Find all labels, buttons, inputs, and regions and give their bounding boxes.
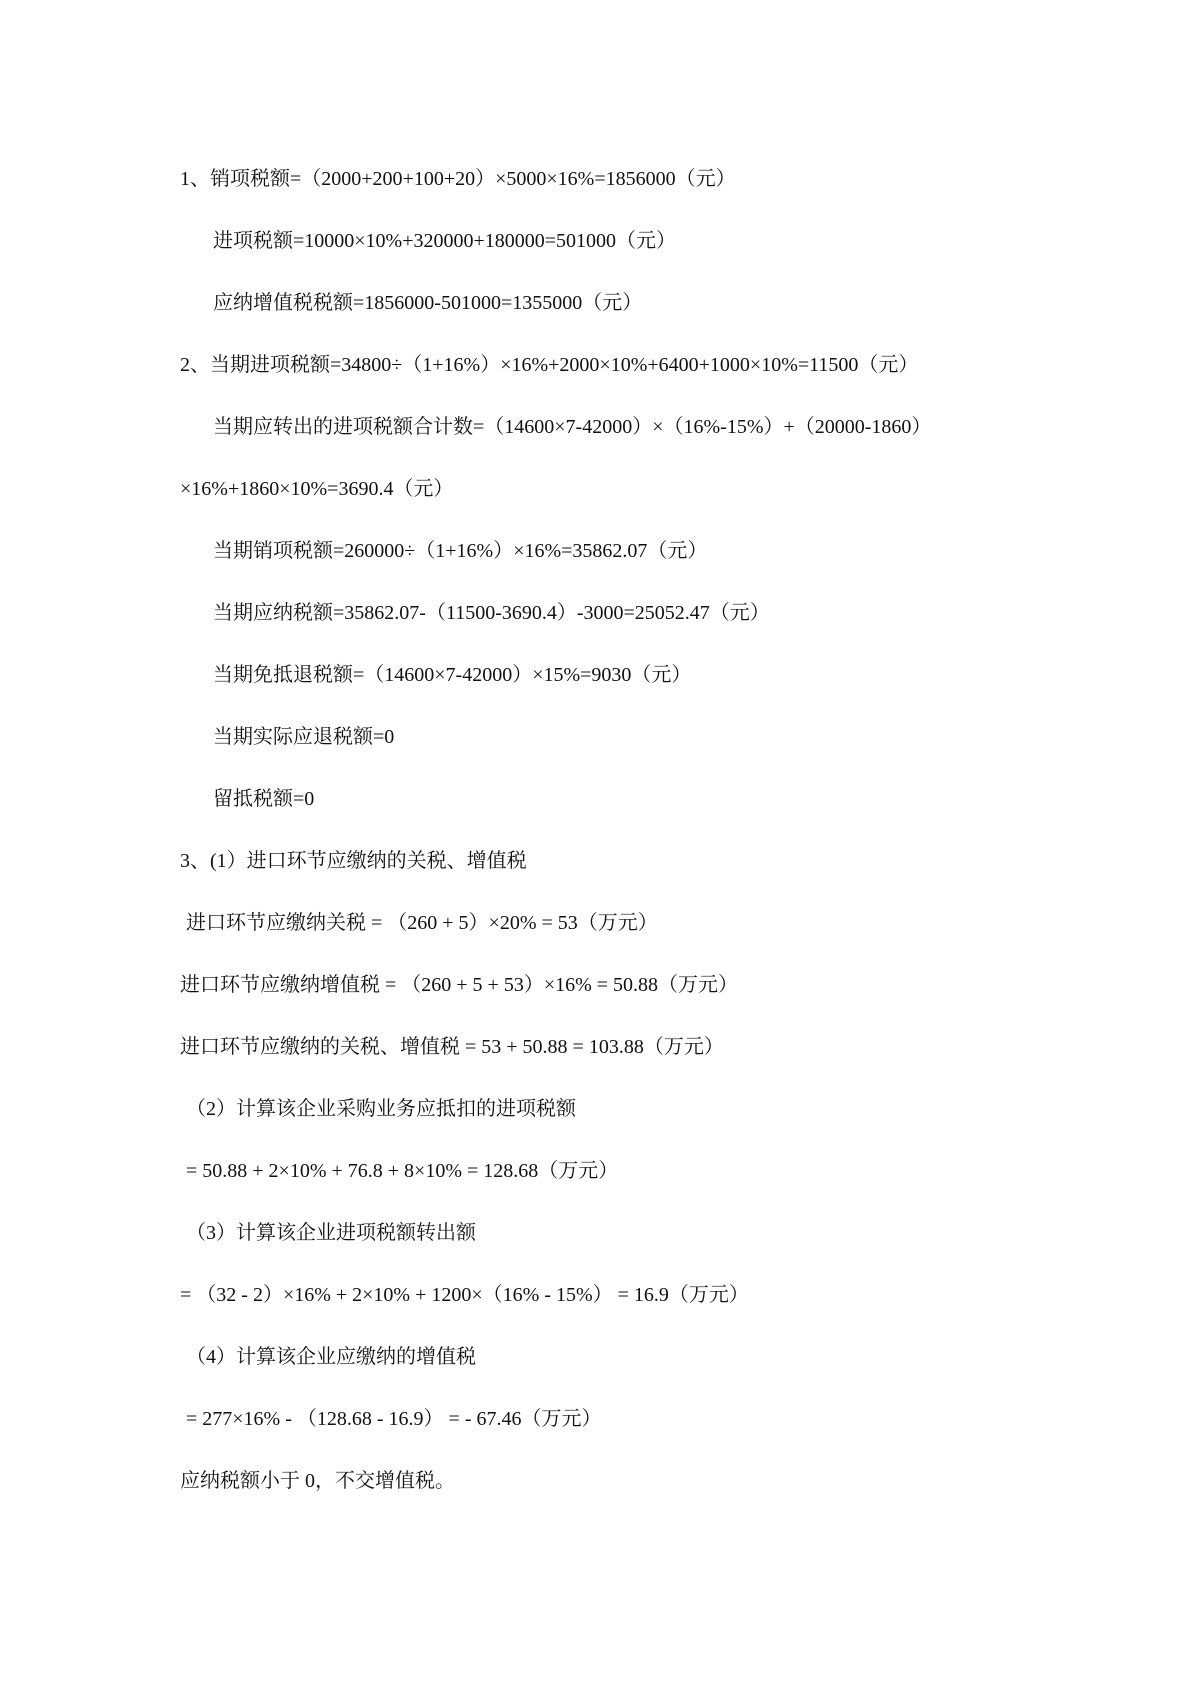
answer-2-transfer-out-cont: ×16%+1860×10%=3690.4（元） [180,478,454,500]
answer-2-retained-credit: 留抵税额=0 [213,788,315,810]
answer-3-heading-4: （4）计算该企业应缴纳的增值税 [186,1346,476,1368]
answer-3-conclusion: 应纳税额小于 0，不交增值税。 [180,1470,455,1492]
answer-1-input-tax: 进项税额=10000×10%+320000+180000=501000（元） [213,230,677,252]
answer-1-vat-payable: 应纳增值税税额=1856000-501000=1355000（元） [213,292,643,314]
answer-3-transfer-out-amount: = （32 - 2）×16% + 2×10% + 1200×（16% - 15%） = 16.9（万元） [180,1284,749,1306]
answer-3-vat-payable: = 277×16% - （128.68 - 16.9） = - 67.46（万元） [186,1408,602,1430]
answer-2-output-tax: 当期销项税额=260000÷（1+16%）×16%=35862.07（元） [213,540,708,562]
answer-3-heading-3: （3）计算该企业进项税额转出额 [186,1222,476,1244]
answer-3-deductible-input: = 50.88 + 2×10% + 76.8 + 8×10% = 128.68（万元） [186,1160,619,1182]
answer-3-customs-duty: 进口环节应缴纳关税 = （260 + 5）×20% = 53（万元） [186,912,658,934]
answer-3-total-import-tax: 进口环节应缴纳的关税、增值税 = 53 + 50.88 = 103.88（万元） [180,1036,724,1058]
answer-1-output-tax: 1、销项税额=（2000+200+100+20）×5000×16%=1856000（元） [180,168,736,190]
answer-2-actual-refund: 当期实际应退税额=0 [213,726,395,748]
answer-2-tax-payable: 当期应纳税额=35862.07-（11500-3690.4）-3000=25052.47（元） [213,602,770,624]
answer-3-heading-2: （2）计算该企业采购业务应抵扣的进项税额 [186,1098,576,1120]
answer-2-input-tax: 2、当期进项税额=34800÷（1+16%）×16%+2000×10%+6400+1000×10%=11500（元） [180,354,919,376]
answer-3-heading-1: 3、(1）进口环节应缴纳的关税、增值税 [180,850,527,872]
answer-3-import-vat: 进口环节应缴纳增值税 = （260 + 5 + 53）×16% = 50.88（万元） [180,974,739,996]
answer-2-transfer-out: 当期应转出的进项税额合计数=（14600×7-42000）×（16%-15%）+（20000-1860） [213,416,932,438]
answer-2-exempt-refund: 当期免抵退税额=（14600×7-42000）×15%=9030（元） [213,664,692,686]
